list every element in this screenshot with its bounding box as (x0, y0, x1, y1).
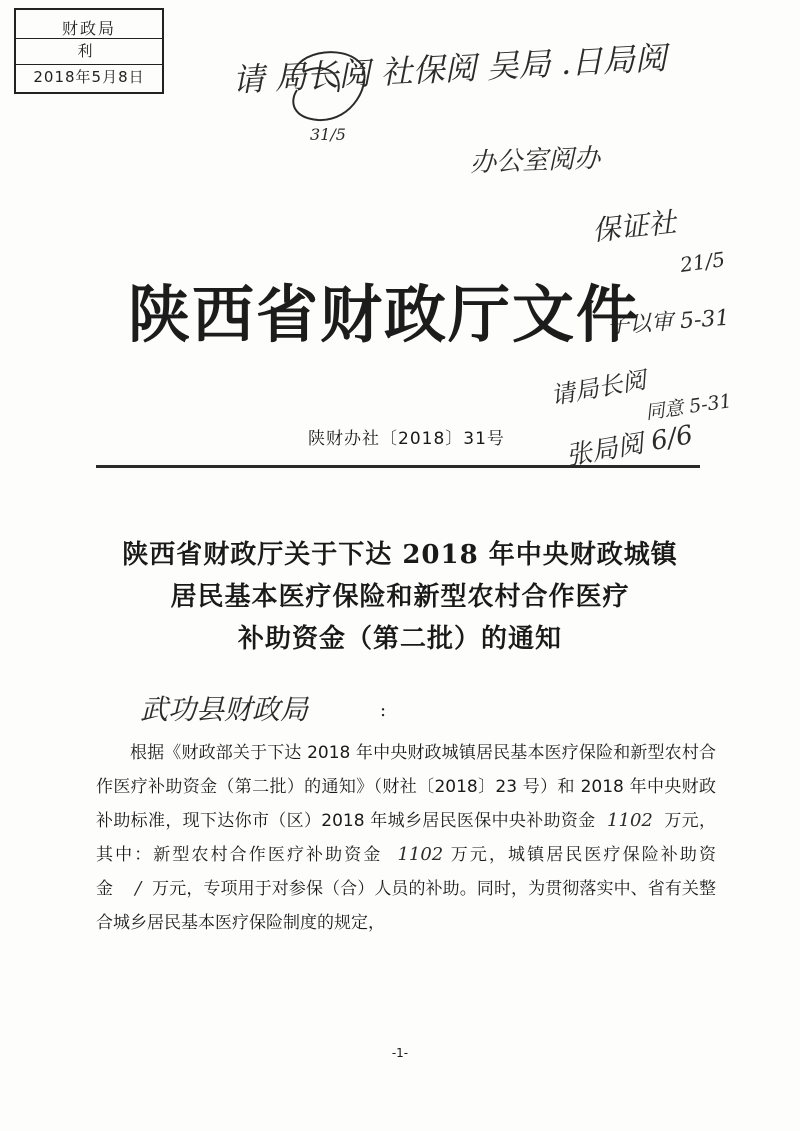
receipt-stamp (14, 8, 164, 94)
amount-handwritten: / (135, 878, 142, 899)
stamp-org: 财政局 (61, 19, 116, 38)
stamp-date: 2018年5月8日 (33, 68, 145, 86)
recipient-colon: : (380, 700, 387, 721)
document-header-title: 陕西省财政厅文件 (128, 278, 641, 351)
notice-title-line: 居民基本医疗保险和新型农村合作医疗 (170, 582, 630, 612)
handwritten-note-7: 请局长阅 (548, 365, 649, 411)
body-segment: 万元，专项用于对参保（合）人员的补助。同时，为贯彻落实中、省有关整合城乡居民基本医疗保险制度的规定， (96, 879, 717, 933)
stamp-label: 利 (77, 42, 101, 60)
notice-title (90, 534, 710, 660)
handwritten-note-5: 21/5 (678, 246, 727, 278)
notice-title-line: 补助资金（第二批）的通知 (237, 624, 562, 654)
handwritten-note-8: 同意 5-31 (644, 390, 734, 424)
page-number: -1- (391, 1046, 409, 1060)
handwritten-note-2: 31/5 (310, 125, 346, 144)
document-number: 陕财办社〔2018〕31号 (308, 429, 505, 449)
body-text (96, 736, 716, 940)
notice-title-line: 陕西省财政厅关于下达 2018 年中央财政城镇 (122, 540, 678, 570)
handwritten-note-3: 办公室阅办 (469, 143, 601, 179)
handwritten-note-6: 子以审 5-31 (606, 305, 731, 340)
handwritten-note-4: 保证社 (590, 205, 678, 248)
handwritten-note-1: 请 局长阅 社保阅 吴局 .日局阅 (231, 38, 668, 100)
body-segment: 万元，其中：新型农村合作医疗补助资金 (96, 811, 716, 865)
amount-handwritten: 1102 (607, 810, 653, 831)
body-segment: 万元，城镇居民医疗保险补助资金 (96, 845, 716, 899)
handwritten-note-9: 张局阅 6/6 (563, 420, 696, 472)
header-divider (96, 465, 700, 468)
body-segment: 根据《财政部关于下达 2018 年中央财政城镇居民基本医疗保险和新型农村合作医疗补助资金（第二批）的通知》（财社〔2018〕23 号）和 2018 年中央财政补助标准，现下达你市（区）2018 年城乡居民医保中央补助资金 (96, 743, 716, 831)
amount-handwritten: 1102 (397, 844, 444, 865)
stamp-divider (16, 64, 162, 65)
body-paragraph (96, 736, 716, 940)
recipient-handwritten: 武功县财政局 (140, 693, 309, 726)
